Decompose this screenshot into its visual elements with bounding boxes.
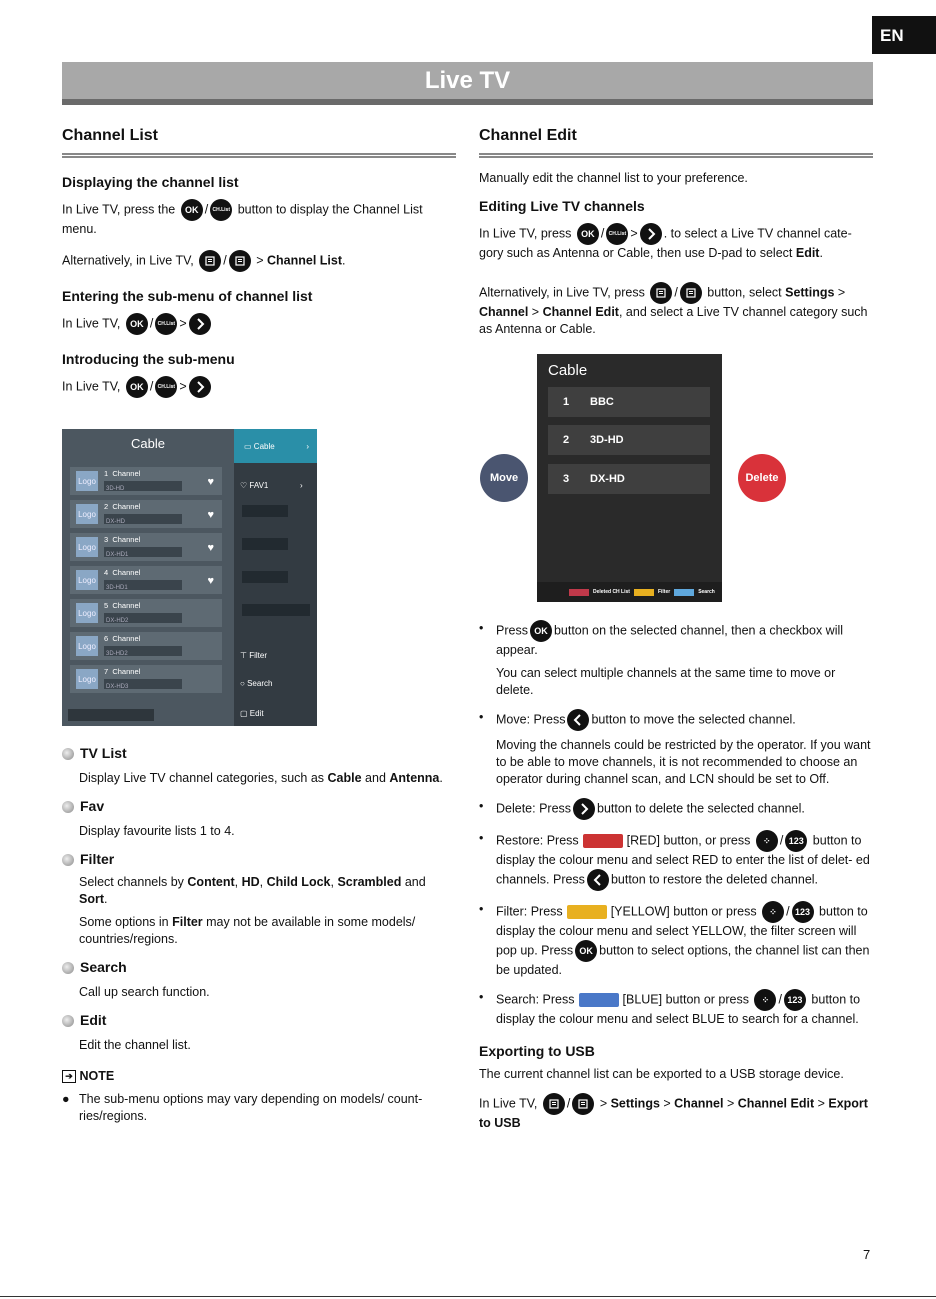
menu-search: ○ Search bbox=[240, 679, 273, 688]
list-item: • Delete: Press button to delete the selected channel. bbox=[479, 798, 873, 820]
edit-instructions bbox=[479, 620, 873, 1132]
filter-icon: ⊤ bbox=[240, 651, 247, 660]
edit-title: Edit bbox=[62, 1011, 456, 1029]
bottom-rule bbox=[0, 1296, 936, 1297]
right-arrow-icon bbox=[189, 313, 211, 335]
right-arrow-icon bbox=[189, 376, 211, 398]
search-title: Search bbox=[62, 958, 456, 976]
move-button: Move bbox=[480, 454, 528, 502]
note-icon: ➔ bbox=[62, 1070, 76, 1083]
list-item: 2 3D-HD bbox=[548, 425, 710, 455]
ok-button-icon: OK bbox=[126, 376, 148, 398]
list-item: Logo 7 Channel DX-HD3 bbox=[70, 665, 222, 693]
channel-edit-title: Channel Edit bbox=[479, 126, 873, 158]
language-tab: EN bbox=[872, 16, 936, 54]
heart-icon: ♡ bbox=[240, 481, 248, 490]
list-item: • Restore: Press [RED] button, or press ⁘ / 123 button to display the colour menu and select RED to enter the list of delet- ed channels. Press button to restore the deleted channel. bbox=[479, 830, 873, 891]
ok-button-icon: OK bbox=[577, 223, 599, 245]
list-item: Logo 6 Channel 3D-HD2 bbox=[70, 632, 222, 660]
filter-desc: Select channels by Content, HD, Child Lock, Scrambled and Sort. bbox=[79, 875, 426, 906]
color-dots-icon: ⁘ bbox=[756, 830, 778, 852]
right-column bbox=[479, 126, 873, 338]
editing-p2: Alternatively, in Live TV, press / button, select Settings > Channel > Channel Edit, and select a Live TV channel category such as Antenna or Cable. bbox=[479, 282, 873, 338]
channel-list-title: Channel List bbox=[62, 126, 456, 158]
filter-title: Filter bbox=[62, 850, 456, 868]
ok-button-icon: OK bbox=[126, 313, 148, 335]
ch-list-button-icon: CH.List bbox=[155, 376, 177, 398]
tv-list-desc: Display Live TV channel categories, such as Cable and Antenna. bbox=[79, 771, 443, 785]
intro-text: In Live TV, OK / CH.List > bbox=[62, 376, 456, 398]
heart-icon: ♥ bbox=[207, 509, 214, 521]
left-column bbox=[62, 126, 456, 398]
displaying-p2: Alternatively, in Live TV, / > Channel List. bbox=[62, 250, 456, 272]
menu-edit: ▢ Edit bbox=[240, 709, 264, 718]
note-label: ➔ NOTE bbox=[62, 1068, 456, 1085]
delete-button: Delete bbox=[738, 454, 786, 502]
list-item: Logo 2 Channel DX-HD ♥ bbox=[70, 500, 222, 528]
fav-title: Fav bbox=[62, 797, 456, 815]
list-item: Logo 5 Channel DX-HD2 bbox=[70, 599, 222, 627]
number-123-icon: 123 bbox=[784, 989, 806, 1011]
color-dots-icon: ⁘ bbox=[762, 901, 784, 923]
number-123-icon: 123 bbox=[792, 901, 814, 923]
ok-button-icon: OK bbox=[181, 199, 203, 221]
list-item: Logo 3 Channel DX-HD1 ♥ bbox=[70, 533, 222, 561]
export-p2: In Live TV, / > Settings > Channel > Channel Edit > Export to USB bbox=[479, 1093, 873, 1132]
channel-list-panel bbox=[62, 429, 234, 726]
color-dots-icon: ⁘ bbox=[754, 989, 776, 1011]
left-arrow-icon bbox=[587, 869, 609, 891]
displaying-heading: Displaying the channel list bbox=[62, 174, 239, 190]
edit-desc: Edit the channel list. bbox=[79, 1038, 191, 1052]
ch-list-button-icon: CH.List bbox=[210, 199, 232, 221]
ch-list-button-icon: CH.List bbox=[606, 223, 628, 245]
menu-button-icon bbox=[543, 1093, 565, 1115]
menu-button-icon bbox=[680, 282, 702, 304]
intro-heading: Introducing the sub-menu bbox=[62, 351, 235, 367]
heart-icon: ♥ bbox=[207, 575, 214, 587]
tv-icon: ▭ bbox=[244, 441, 252, 451]
menu-filter: ⊤ Filter bbox=[240, 651, 267, 660]
menu-fav: ♡ FAV1 › bbox=[240, 477, 268, 494]
list-item: • Filter: Press [YELLOW] button or press ⁘ / 123 button to display the colour menu and select YELLOW, the filter screen will pop up. Press OK button to select options, the channel list can then be updated. bbox=[479, 901, 873, 979]
ok-button-icon: OK bbox=[530, 620, 552, 642]
heart-icon: ♥ bbox=[207, 542, 214, 554]
number-123-icon: 123 bbox=[785, 830, 807, 852]
left-arrow-icon bbox=[567, 709, 589, 731]
chevron-right-icon: › bbox=[306, 441, 309, 451]
search-desc: Call up search function. bbox=[79, 985, 210, 999]
channel-edit-screenshot bbox=[537, 354, 722, 602]
ch-list-button-icon: CH.List bbox=[155, 313, 177, 335]
menu-button-icon bbox=[650, 282, 672, 304]
menu-button-icon bbox=[229, 250, 251, 272]
tv-list-title: TV List bbox=[62, 744, 456, 762]
menu-button-icon bbox=[572, 1093, 594, 1115]
red-button-icon bbox=[583, 834, 623, 848]
export-heading: Exporting to USB bbox=[479, 1043, 595, 1059]
search-icon: ○ bbox=[240, 679, 245, 688]
list-item: • Search: Press [BLUE] button or press ⁘ / 123 button to display the colour menu and select BLUE to search for a channel. bbox=[479, 989, 873, 1028]
fav-desc: Display favourite lists 1 to 4. bbox=[79, 824, 235, 838]
submenu-panel bbox=[234, 429, 317, 726]
edit-icon: ▢ bbox=[240, 709, 248, 718]
entering-text: In Live TV, OK / CH.List > bbox=[62, 313, 456, 335]
list-item: 3 DX-HD bbox=[548, 464, 710, 494]
blue-button-icon bbox=[579, 993, 619, 1007]
panel-title: Cable bbox=[131, 436, 165, 451]
list-item: 1 BBC bbox=[548, 387, 710, 417]
editing-heading: Editing Live TV channels bbox=[479, 198, 645, 214]
displaying-p1: In Live TV, press the OK / CH.List button to display the Channel List menu. bbox=[62, 199, 456, 238]
list-item: Logo 1 Channel 3D-HD ♥ bbox=[70, 467, 222, 495]
edit-panel-title: Cable bbox=[548, 362, 588, 379]
color-legend: Deleted CH List Filter Search bbox=[537, 582, 722, 602]
entering-heading: Entering the sub-menu of channel list bbox=[62, 288, 313, 304]
ok-button-icon: OK bbox=[575, 940, 597, 962]
menu-button-icon bbox=[199, 250, 221, 272]
chevron-right-icon: › bbox=[300, 481, 303, 490]
filter-desc-2: Some options in Filter may not be available in some models/ countries/regions. bbox=[79, 915, 416, 946]
list-item: Logo 4 Channel 3D-HD1 ♥ bbox=[70, 566, 222, 594]
channel-edit-intro: Manually edit the channel list to your preference. bbox=[479, 171, 748, 185]
heart-icon: ♥ bbox=[207, 476, 214, 488]
editing-p1: In Live TV, press OK / CH.List > . to select a Live TV channel cate- gory such as Antenna or Cable, then use D-pad to select Edit. bbox=[479, 223, 873, 262]
menu-cable: ▭ Cable › bbox=[234, 429, 317, 463]
note-text: ● The sub-menu options may vary depending on models/ count- ries/regions. bbox=[62, 1092, 423, 1123]
right-arrow-icon bbox=[573, 798, 595, 820]
submenu-descriptions bbox=[62, 744, 456, 1125]
page-number: 7 bbox=[863, 1247, 871, 1262]
list-item: • Press OK button on the selected channel, then a checkbox will appear. You can select multiple channels at the same time to move or delete. bbox=[479, 620, 873, 699]
right-arrow-icon bbox=[640, 223, 662, 245]
export-p1: The current channel list can be exported to a USB storage device. bbox=[479, 1067, 844, 1081]
page-banner: Live TV bbox=[62, 62, 873, 105]
yellow-button-icon bbox=[567, 905, 607, 919]
channel-list-screenshot bbox=[62, 429, 317, 726]
list-item: • Move: Press button to move the selected channel. Moving the channels could be restricted by the operator. If you want to be able to move channels, it is not recommended to choose an operator during channel scan, and LCN should be set to Off. bbox=[479, 709, 873, 788]
